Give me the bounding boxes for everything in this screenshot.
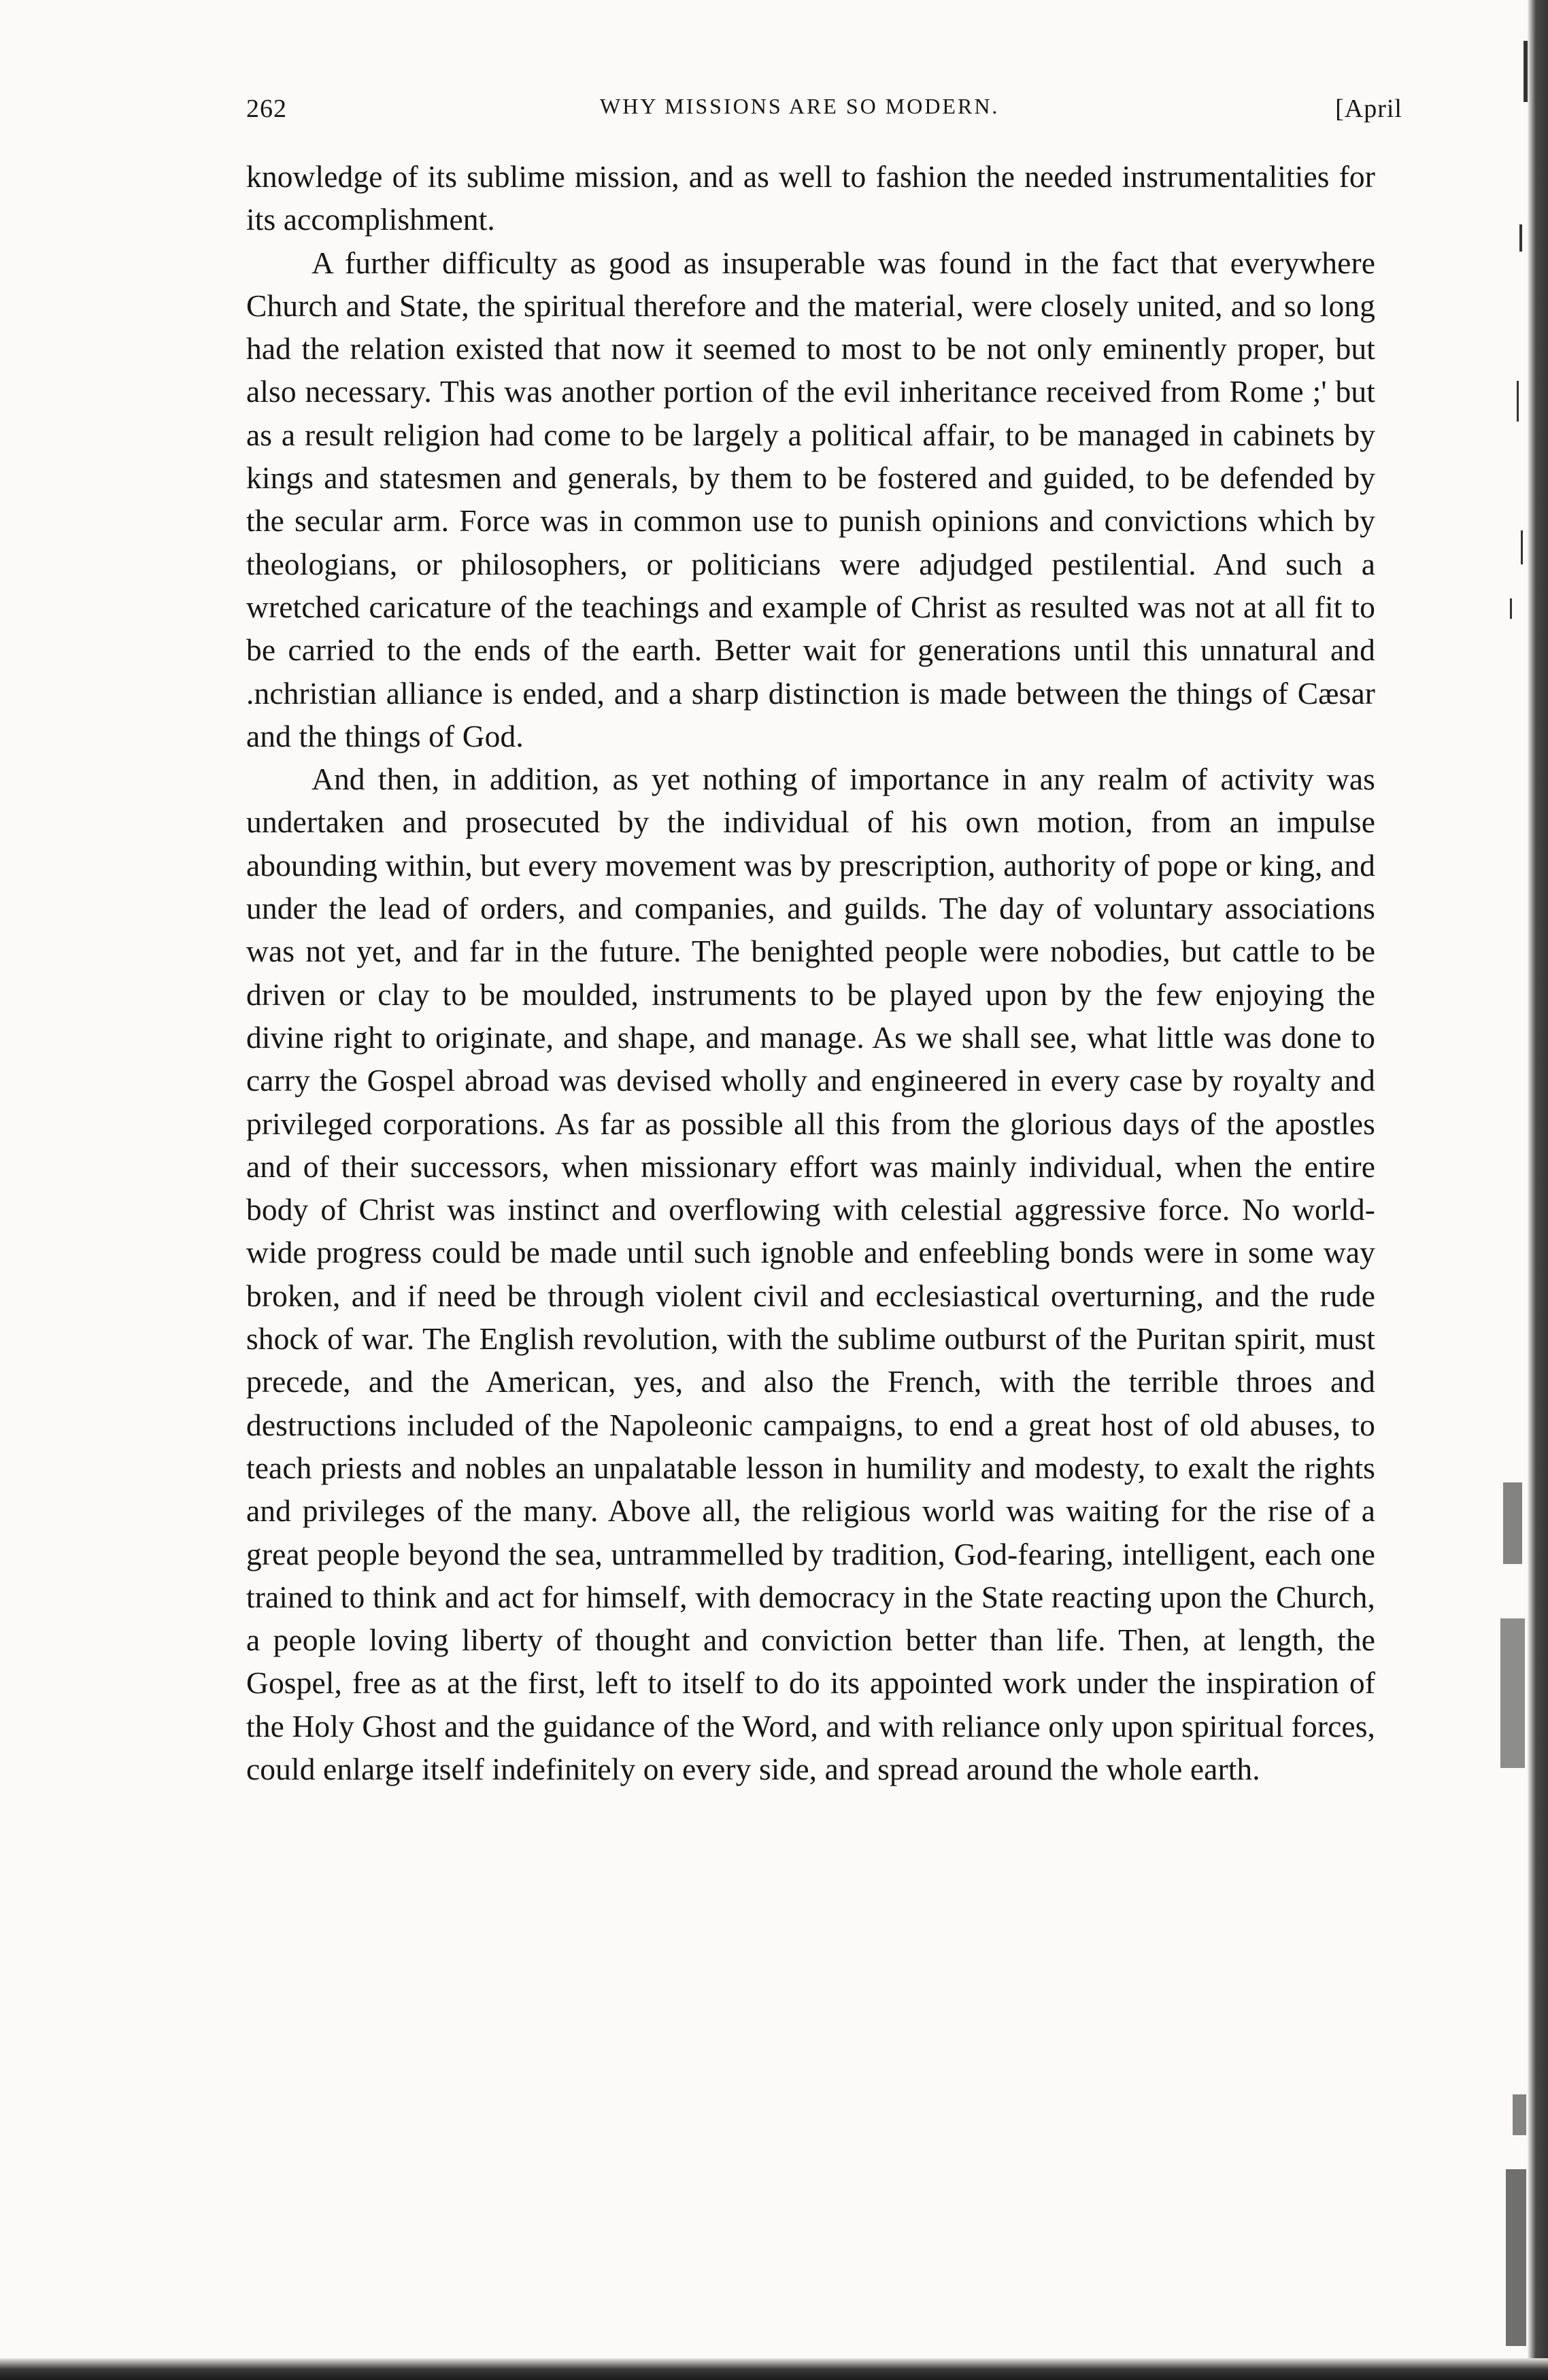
running-header [246, 82, 1402, 129]
scan-edge-specks [1496, 0, 1530, 2380]
scan-edge-right [1528, 0, 1548, 2380]
running-month: [April [1335, 95, 1402, 123]
running-title: WHY MISSIONS ARE SO MODERN. [600, 94, 1000, 118]
scan-left-margin-marks [3, 0, 7, 2380]
paragraph-continuation: knowledge of its sublime mission, and as well to fashion the needed instrumentalities for its accomplishment. [246, 159, 1375, 237]
body-text [246, 155, 1375, 1790]
paragraph-church-and-state: A further difficulty as good as insuperable was found in the fact that everywhere Church and State, the spiritual therefore and the material, were closely united, and so long had the relation existed that now it seemed to most to be not only eminently proper, but also necessary. This was another portion of the evil inheritance received from Rome ;' but as a result religion had come to be largely a political affair, to be managed in cabinets by kings and statesmen and generals, by them to be fostered and guided, to be defended by the secular arm. Force was in common use to punish opinions and convictions which by theologians, or philosophers, or politicians were adjudged pestilential. And such a wretched caricature of the teachings and example of Christ as resulted was not at all fit to be carried to the ends of the earth. Better wait for generations until this unnatural and .nchristian alliance is ended, and a sharp distinction is made between the things of Cæsar and the things of God. [246, 245, 1375, 753]
page-number: 262 [246, 95, 287, 123]
paragraph-voluntary-associations: And then, in addition, as yet nothing of importance in any realm of activity was undertaken and prosecuted by the individual of his own motion, from an impulse abounding within, but every movement was by prescription, authority of pope or king, and under the lead of orders, and companies, and guilds. The day of voluntary associations was not yet, and far in the future. The benighted people were nobodies, but cattle to be driven or clay to be moulded, instruments to be played upon by the few enjoying the divine right to originate, and shape, and manage. As we shall see, what little was done to carry the Gospel abroad was devised wholly and engineered in every case by royalty and privileged corporations. As far as possible all this from the glorious days of the apostles and of their successors, when missionary effort was mainly individual, when the entire body of Christ was instinct and overflowing with celestial aggressive force. No world-wide progress could be made until such ignoble and enfeebling bonds were in some way broken, and if need be through violent civil and ecclesiastical overturning, and the rude shock of war. The English revolution, with the sublime outburst of the Puritan spirit, must precede, and the American, yes, and also the French, with the terrible throes and destructions included of the Napoleonic campaigns, to end a great host of old abuses, to teach priests and nobles an unpalatable lesson in humility and modesty, to exalt the rights and privileges of the many. Above all, the religious world was waiting for the rise of a great people beyond the sea, untrammelled by tradition, God-fearing, intelligent, each one trained to think and act for himself, with democracy in the State reacting upon the Church, a people loving liberty of thought and conviction better than life. Then, at length, the Gospel, free as at the first, left to itself to do its appointed work under the inspiration of the Holy Ghost and the guidance of the Word, and with reliance only upon spiritual forces, could enlarge itself indefinitely on every side, and spread around the whole earth. [246, 762, 1375, 1786]
scan-edge-bottom [0, 2358, 1548, 2380]
